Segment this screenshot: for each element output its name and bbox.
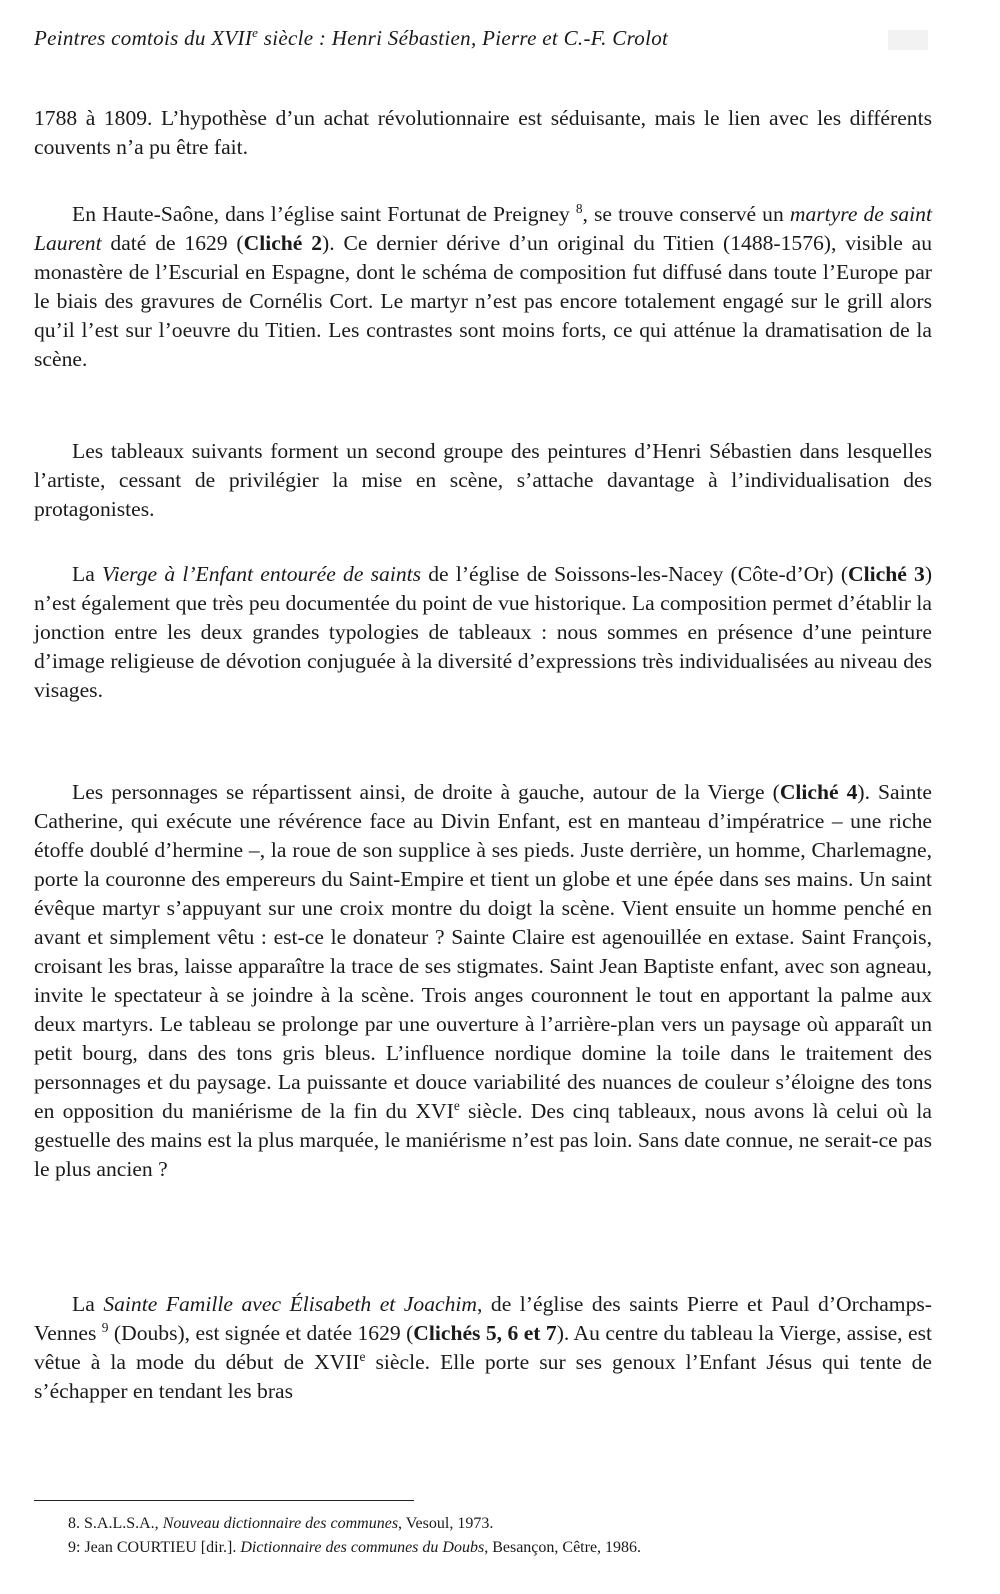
footnote-ref-9[interactable]: 9 bbox=[101, 1319, 109, 1335]
cliche-ref: Clichés 5, 6 et 7 bbox=[413, 1321, 557, 1345]
scan-artifact bbox=[888, 30, 928, 50]
paragraph-3: Les tableaux suivants forment un second groupe des peintures d’Henri Sébastien dans lesquelles l’artiste, cessant de privilégier la mise en scène, s’attache davantage à l’individualisation des protagonistes. bbox=[34, 439, 932, 521]
header-text: Peintres comtois du XVII bbox=[34, 26, 253, 50]
header-text-rest: siècle : Henri Sébastien, Pierre et C.-F. Crolot bbox=[258, 26, 669, 50]
paragraph-1: 1788 à 1809. L’hypothèse d’un achat révolutionnaire est séduisante, mais le lien avec les différents couvents n’a pu être fait. bbox=[34, 106, 932, 159]
footnote-9: 9: Jean COURTIEU [dir.]. Dictionnaire des communes du Doubs, Besançon, Cêtre, 1986. bbox=[68, 1539, 642, 1556]
cliche-ref: Cliché 3 bbox=[848, 562, 925, 586]
header-superscript: e bbox=[252, 25, 259, 40]
paragraph-4: La Vierge à l’Enfant entourée de saints de l’église de Soissons-les-Nacey (Côte-d’Or) (Cliché 3) n’est également que très peu documentée du point de vue historique. La composition permet d’établir la jonction entre les deux grandes typologies de tableaux : nous sommes en présence d’une peinture d’image religieuse de dévotion conjuguée à la diversité d’expressions très individualisées au niveau des visages. bbox=[34, 562, 933, 702]
paragraph-2: En Haute-Saône, dans l’église saint Fortunat de Preigney $^8$, se trouve conservé un martyre de saint Laurent daté de 1629 (Cliché 2). Ce dernier dérive d’un original du Titien (1488-1576), visible au monastère de l’Escurial en Espagne, dont le schéma de composition fut diffusé dans toute l’Europe par le biais des gravures de Cornélis Cort. Le martyr n’est pas encore totalement engagé sur le grill alors qu’il l’est sur l’oeuvre du Titien. Les contrastes sont moins forts, ce qui atténue la dramatisation de la scène. bbox=[34, 200, 933, 371]
cliche-ref: Cliché 4 bbox=[779, 780, 858, 804]
artwork-title: Sainte Famille avec Élisabeth et Joachim bbox=[103, 1292, 477, 1316]
artwork-title: martyre de saint Laurent bbox=[34, 202, 932, 255]
running-header bbox=[34, 26, 668, 51]
cliche-ref: Cliché 2 bbox=[243, 231, 323, 255]
footnote-8: 8. S.A.L.S.A., Nouveau dictionnaire des communes, Vesoul, 1973. bbox=[68, 1515, 494, 1532]
footnote-divider bbox=[34, 1500, 414, 1501]
artwork-title: Vierge à l’Enfant entourée de saints bbox=[101, 562, 422, 586]
paragraph-5: Les personnages se répartissent ainsi, de droite à gauche, autour de la Vierge (Cliché 4). Sainte Catherine, qui exécute une révérence face au Divin Enfant, est en manteau d’impératrice – une riche étoffe doublé d’hermine –, la roue de son supplice à ses pieds. Juste derrière, un homme, Charlemagne, porte la couronne des empereurs du Saint-Empire et tient un globe et une épée dans ses mains. Un saint évêque martyr s’appuyant sur une croix montre du doigt la scène. Vient ensuite un homme penché en avant et simplement vêtu : est-ce le donateur ? Sainte Claire est agenouillée en extase. Saint François, croisant les bras, laisse apparaître la trace de ses stigmates. Saint Jean Baptiste enfant, avec son agneau, invite le spectateur à se joindre à la scène. Trois anges couronnent le tout en apportant la palme aux deux martyrs. Le tableau se prolonge par une ouverture à l’arrière-plan vers un paysage où apparaît un petit bourg, dans des tons gris bleus. L’influence nordique domine la toile dans le traitement des personnages et du paysage. La puissante et douce variabilité des nuances de couleur s’éloigne des tons en opposition du maniérisme de la fin du XVIe siècle. Des cinq tableaux, nous avons là celui où la gestuelle des mains est la plus marquée, le maniérisme n’est pas loin. Sans date connue, ne serait-ce pas le plus ancien ? bbox=[34, 780, 932, 1181]
paragraph-6: La Sainte Famille avec Élisabeth et Joachim, de l’église des saints Pierre et Paul d’Orchamps-Vennes $^9$ (Doubs), est signée et datée 1629 (Clichés 5, 6 et 7). Au centre du tableau la Vierge, assise, est vêtue à la mode du début de XVIIe siècle. Elle porte sur ses genoux l’Enfant Jésus qui tente de s’échapper en tendant les bras bbox=[34, 1292, 932, 1403]
footnote-ref-8[interactable]: 8 bbox=[575, 200, 583, 216]
